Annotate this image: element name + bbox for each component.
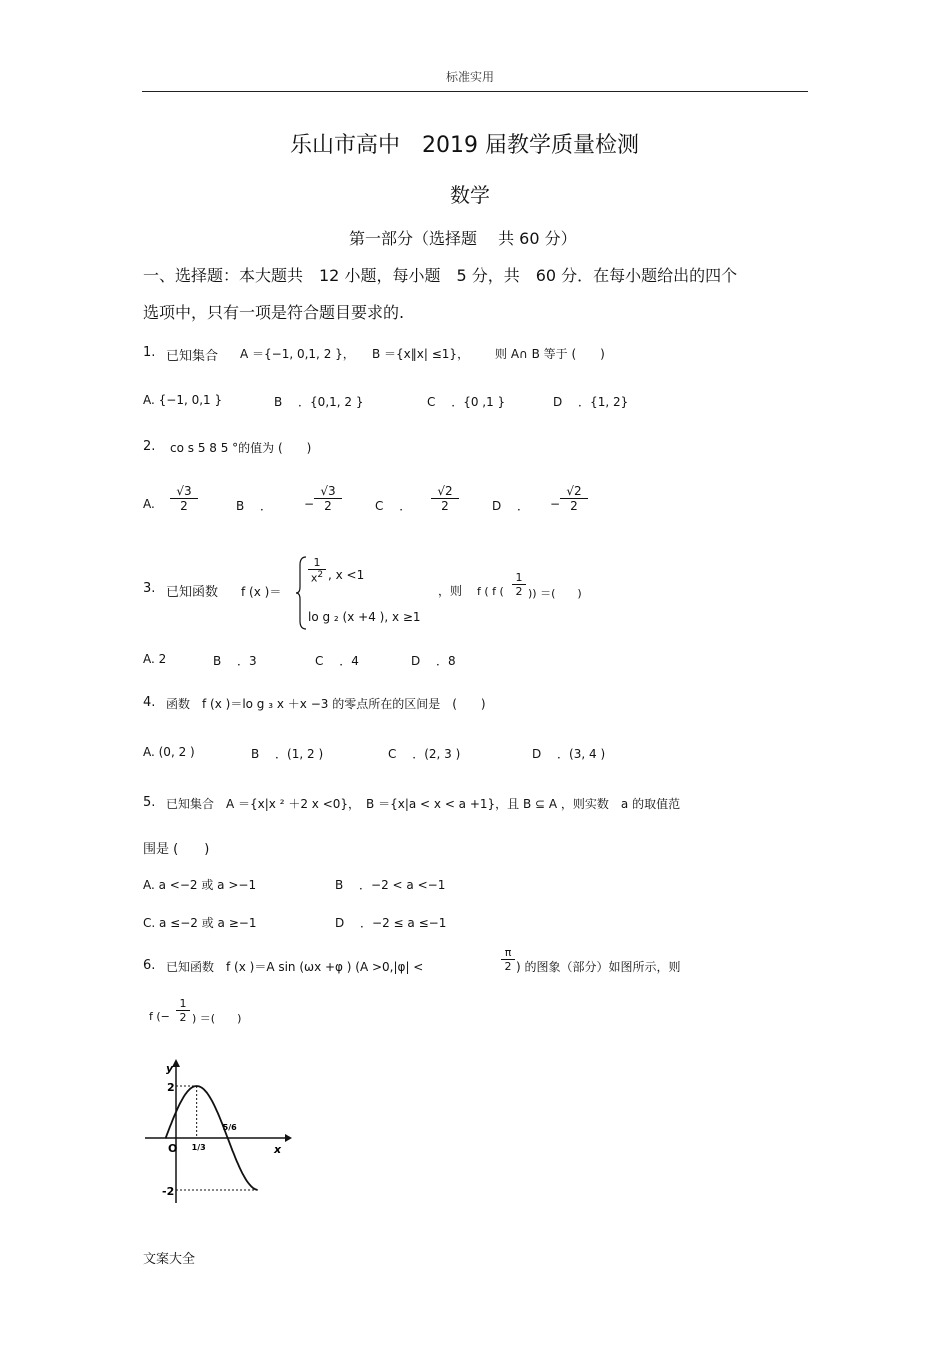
q2-a-denominator: 2 <box>180 499 188 513</box>
q3-option-d: D ．8 <box>411 654 456 668</box>
y-axis-label: y <box>166 1062 174 1075</box>
q6-pi-numerator: π <box>501 946 515 960</box>
q2-d-sign: − <box>550 497 561 511</box>
q6-stem: 已知函数 f (x )＝A sin (ωx +φ ) (A >0,|φ| < <box>166 960 424 974</box>
q3-case1-base: x <box>310 571 318 585</box>
q6-ask-denominator: 2 <box>179 1011 187 1024</box>
q6-pi-denominator: 2 <box>504 960 512 973</box>
q3-stem: 已知函数 <box>166 585 219 600</box>
q2-stem: co s 5 8 5 °的值为 ( ) <box>170 441 312 455</box>
q4-option-d: D ．(3, 4 ) <box>532 747 606 761</box>
q3-case1-fraction <box>308 556 326 585</box>
q5-option-c: C. a ≤−2 或 a ≥−1 <box>143 916 257 930</box>
q3-half-numerator: 1 <box>512 571 526 585</box>
q6-ask: f (− <box>149 1010 170 1023</box>
part-label: 第一部分（选择题 共 60 分） <box>349 229 577 248</box>
q4-option-c: C ．(2, 3 ) <box>388 747 461 761</box>
q1-number: 1. <box>143 345 156 360</box>
q1-option-a: A. {−1, 0,1 } <box>143 393 223 407</box>
q3-then: ，则 <box>438 584 463 598</box>
q6-ask-tail: ) ＝( ) <box>192 1012 242 1025</box>
q2-b-sign: − <box>304 497 315 511</box>
q3-option-a: A. 2 <box>143 652 167 666</box>
q2-b-denominator: 2 <box>324 499 332 513</box>
q2-option-a-label: A. <box>143 497 155 511</box>
q3-case1-condition: , x <1 <box>328 568 365 582</box>
q1-option-c: C ．{0 ,1 } <box>427 395 506 409</box>
instructions-line1: 一、选择题：本大题共 12 小题，每小题 5 分，共 60 分．在每小题给出的四个 <box>143 266 738 285</box>
q5-stem-line2: 围是 ( ) <box>143 842 210 857</box>
q2-option-d-fraction <box>560 484 588 513</box>
q2-option-b-label: B ． <box>236 499 273 513</box>
page-footer: 文案大全 <box>143 1252 196 1267</box>
q2-b-numerator: √3 <box>314 484 342 499</box>
q1-option-d: D ．{1, 2} <box>553 395 629 409</box>
q1-tail: 则 A∩ B 等于 ( ) <box>495 347 605 361</box>
q1-set-a: A ＝{−1, 0,1, 2 }， <box>240 347 355 361</box>
x-tick-five-sixths-label: 5/6 <box>222 1123 237 1132</box>
x-tick-five-sixths <box>223 1123 237 1132</box>
q5-option-d: D ．−2 ≤ a ≤−1 <box>335 916 447 930</box>
q4-number: 4. <box>143 695 156 710</box>
y-axis-arrow <box>172 1059 180 1067</box>
q3-ask-tail: )) ＝( ) <box>528 587 582 600</box>
q3-piecewise-brace <box>296 555 308 631</box>
q3-ask: f ( f ( <box>477 585 504 598</box>
q5-number: 5. <box>143 795 156 810</box>
q2-c-numerator: √2 <box>431 484 459 499</box>
q2-c-denominator: 2 <box>441 499 449 513</box>
q4-option-a: A. (0, 2 ) <box>143 745 195 759</box>
q1-option-b: B ．{0,1, 2 } <box>274 395 364 409</box>
q3-option-c: C ．4 <box>315 654 359 668</box>
subject-title: 数学 <box>450 183 490 207</box>
q3-fx: f (x )＝ <box>241 585 282 599</box>
y-min-label: -2 <box>162 1185 175 1198</box>
x-axis-label: x <box>274 1143 282 1156</box>
q2-a-numerator: √3 <box>170 484 198 499</box>
q2-option-a-fraction <box>170 484 198 513</box>
q1-stem: 已知集合 <box>166 349 219 364</box>
q3-option-b: B ．3 <box>213 654 257 668</box>
instructions-line2: 选项中，只有一项是符合题目要求的. <box>143 303 405 322</box>
sine-graph <box>140 1055 295 1205</box>
q3-case1-numerator: 1 <box>308 556 326 570</box>
q3-half-denominator: 2 <box>515 585 523 598</box>
q5-stem: 已知集合 A ＝{x|x ² ＋2 x <0}， B ＝{x|a < x < a +1}，且 B ⊆ A ，则实数 a 的取值范 <box>166 797 681 811</box>
q2-option-c-label: C ． <box>375 499 412 513</box>
q2-d-numerator: √2 <box>560 484 588 499</box>
q2-d-denominator: 2 <box>570 499 578 513</box>
q6-ask-numerator: 1 <box>176 997 190 1011</box>
q3-number: 3. <box>143 581 156 596</box>
x-axis-arrow <box>285 1134 292 1142</box>
q5-option-a: A. a <−2 或 a >−1 <box>143 878 257 892</box>
q3-half-fraction <box>512 571 526 598</box>
q6-number: 6. <box>143 958 156 973</box>
page-header: 标准实用 <box>446 70 495 84</box>
q3-case1-denominator <box>308 570 326 585</box>
q6-pi-fraction <box>501 946 515 973</box>
q2-option-c-fraction <box>431 484 459 513</box>
q6-tail: ) 的图象（部分）如图所示，则 <box>516 960 681 974</box>
q4-option-b: B ．(1, 2 ) <box>251 747 324 761</box>
x-tick-one-third <box>192 1143 206 1152</box>
q3-case2: lo g ₂ (x +4 ), x ≥1 <box>308 610 421 624</box>
q2-option-d-label: D ． <box>492 499 530 513</box>
x-tick-one-third-label: 1/3 <box>191 1143 206 1152</box>
q4-stem: 函数 f (x )＝lo g ₃ x ＋x −3 的零点所在的区间是 ( ) <box>166 697 486 711</box>
q5-option-b: B ．−2 < a <−1 <box>335 878 446 892</box>
page-title: 乐山市高中 2019 届教学质量检测 <box>290 133 639 158</box>
y-max-label: 2 <box>167 1081 175 1094</box>
q6-ask-fraction <box>176 997 190 1024</box>
header-rule <box>142 91 808 92</box>
origin-label: O <box>168 1142 178 1155</box>
q1-set-b: B ＝{x‖x| ≤1}， <box>372 347 470 361</box>
q2-option-b-fraction <box>314 484 342 513</box>
q2-number: 2. <box>143 439 156 454</box>
q3-case1-exponent: 2 <box>317 570 324 580</box>
